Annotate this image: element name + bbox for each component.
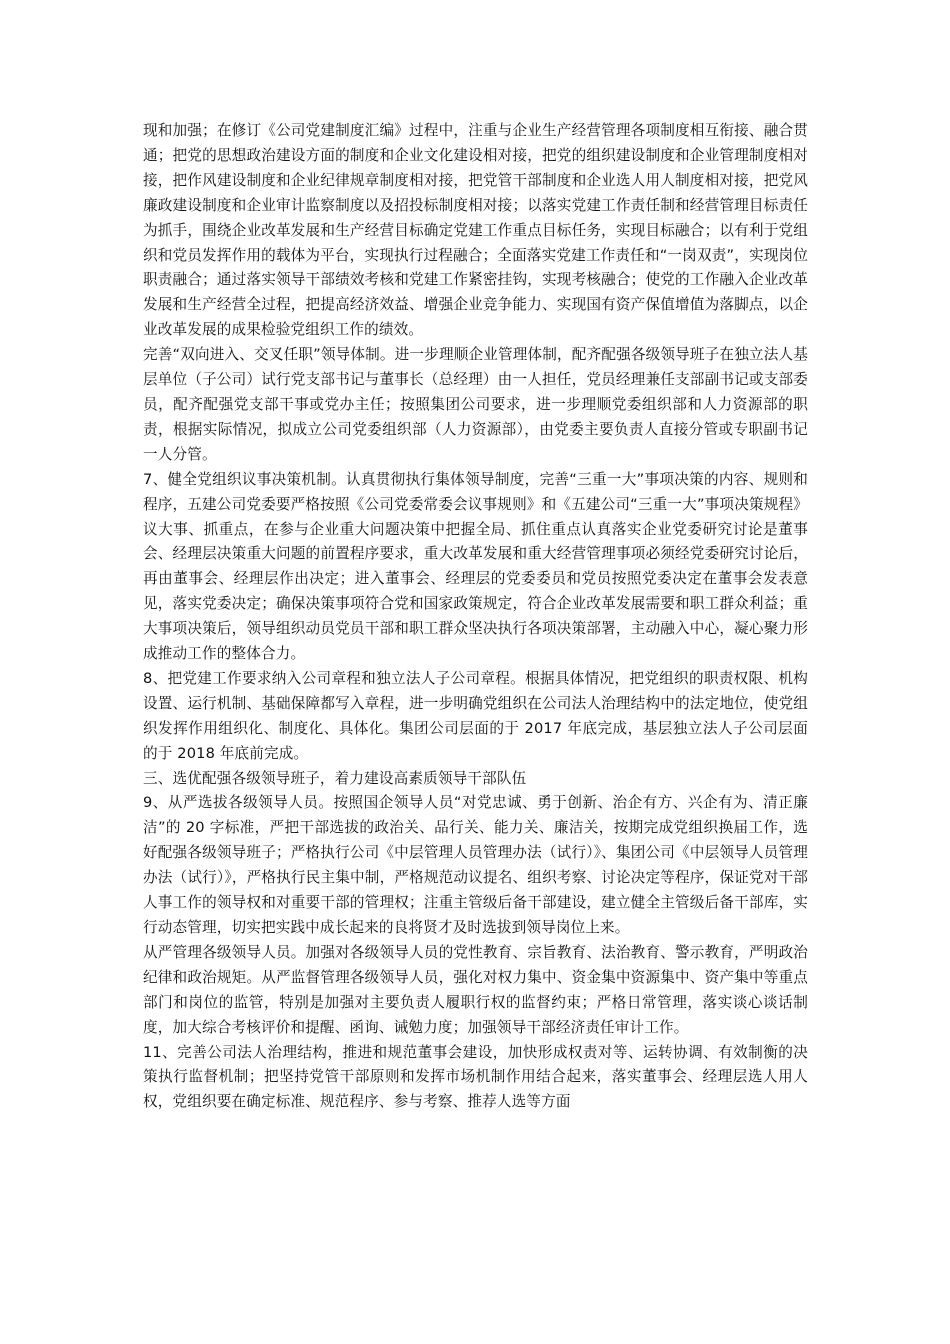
- paragraph-item-9-leader-selection: 9、从严选拔各级领导人员。按照国企领导人员“对党忠诚、勇于创新、治企有方、兴企有为、清正廉洁”的 20 字标准，严把干部选拔的政治关、品行关、能力关、廉洁关，按期完成党组织换届工作，选好配强各级领导班子；严格执行公司《中层管理人员管理办法（试行）》、集团公司《中层领导人员管理办法（试行）》，严格执行民主集中制，严格规范动议提名、组织考察、讨论决定等程序，保证党对干部人事工作的领导权和对重要干部的管理权；注重主管级后备干部建设，建立健全主管级后备干部库，实行动态管理，切实把实践中成长起来的良将贤才及时选拔到领导岗位上来。: [143, 794, 808, 936]
- section-heading-3: 三、选优配强各级领导班子，着力建设高素质领导干部队伍: [143, 769, 527, 787]
- paragraph-dual-entry-leadership: 完善“双向进入、交叉任职”领导体制。进一步理顺企业管理体制，配齐配强各级领导班子在独立法人基层单位（子公司）试行党支部书记与董事长（总经理）由一人担任，党员经理兼任支部副书记或支部委员，配齐配强党支部干事或党办主任；按照集团公司要求，进一步理顺党委组织部和人力资源部的职责，根据实际情况，拟成立公司党委组织部（人力资源部），由党委主要负责人直接分管或专职副书记一人分管。: [143, 346, 808, 463]
- document-page: [143, 119, 808, 1115]
- paragraph-leader-management: 从严管理各级领导人员。加强对各级领导人员的党性教育、宗旨教育、法治教育、警示教育，严明政治纪律和政治规矩。从严监督管理各级领导人员，强化对权力集中、资金集中资源集中、资产集中等重点部门和岗位的监管，特别是加强对主要负责人履职行权的监督约束；严格日常管理，落实谈心谈话制度，加大综合考核评价和提醒、函询、诫勉力度；加强领导干部经济责任审计工作。: [143, 943, 808, 1036]
- paragraph-item-7-decision-mechanism: 7、健全党组织议事决策机制。认真贯彻执行集体领导制度，完善“三重一大”事项决策的内容、规则和程序，五建公司党委要严格按照《公司党委常委会议事规则》和《五建公司“三重一大”事项决策规程》议大事、抓重点，在参与企业重大问题决策中把握全局、抓住重点认真落实企业党委研究讨论是董事会、经理层决策重大问题的前置程序要求，重大改革发展和重大经营管理事项必须经党委研究讨论后，再由董事会、经理层作出决定；进入董事会、经理层的党委委员和党员按照党委决定在董事会发表意见，落实党委决定；确保决策事项符合党和国家政策规定，符合企业改革发展需要和职工群众利益；重大事项决策后，领导组织动员党员干部和职工群众坚决执行各项决策部署，主动融入中心，凝心聚力形成推动工作的整体合力。: [143, 470, 808, 663]
- paragraph-party-building-integration: 现和加强；在修订《公司党建制度汇编》过程中，注重与企业生产经营管理各项制度相互衔接、融合贯通；把党的思想政治建设方面的制度和企业文化建设相对接，把党的组织建设制度和企业管理制度相对接，把作风建设制度和企业纪律规章制度相对接，把党管干部制度和企业选人用人制度相对接，把党风廉政建设制度和企业审计监察制度以及招投标制度相对接；以落实党建工作责任制和经营管理目标责任为抓手，围绕企业改革发展和生产经营目标确定党建工作重点目标任务，实现目标融合；以有利于党组织和党员发挥作用的载体为平台，实现执行过程融合；全面落实党建工作责任和“一岗双责”，实现岗位职责融合；通过落实领导干部绩效考核和党建工作紧密挂钩，实现考核融合；使党的工作融入企业改革发展和生产经营全过程，把提高经济效益、增强企业竞争能力、实现国有资产保值增值为落脚点，以企业改革发展的成果检验党组织工作的绩效。: [143, 122, 808, 339]
- paragraph-item-11-corporate-governance: 11、完善公司法人治理结构，推进和规范董事会建设，加快形成权责对等、运转协调、有效制衡的决策执行监督机制；把坚持党管干部原则和发挥市场机制作用结合起来，落实董事会、经理层选人用人权，党组织要在确定标准、规范程序、参与考察、推荐人选等方面: [143, 1043, 808, 1111]
- paragraph-item-8-company-charter: 8、把党建工作要求纳入公司章程和独立法人子公司章程。根据具体情况，把党组织的职责权限、机构设置、运行机制、基础保障都写入章程，进一步明确党组织在公司法人治理结构中的法定地位，使党组织发挥作用组织化、制度化、具体化。集团公司层面的于 2017 年底完成，基层独立法人子公司层面的于 2018 年底前完成。: [143, 669, 808, 762]
